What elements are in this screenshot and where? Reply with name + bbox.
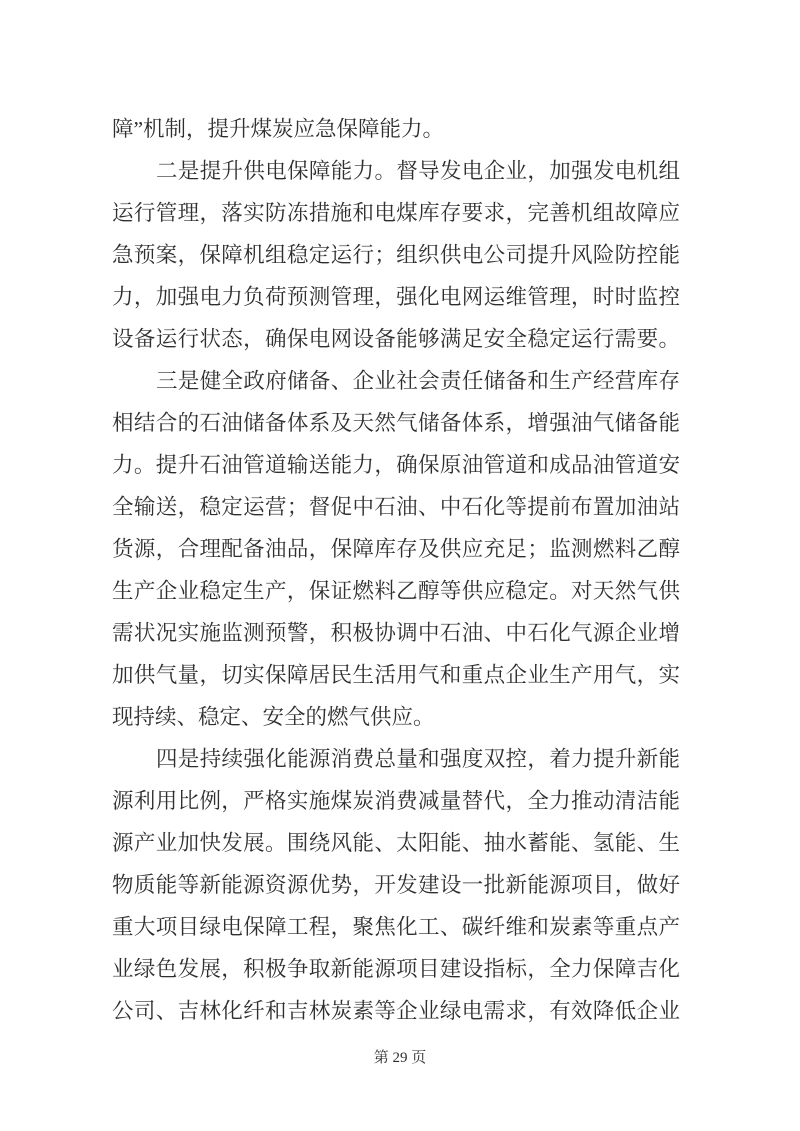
text-line: 三是健全政府储备、企业社会责任储备和生产经营库存 [156,369,680,393]
text-line: 业绿色发展，积极争取新能源项目建设指标，全力保障吉化 [112,957,680,981]
text-line: 需状况实施监测预警，积极协调中石油、中石化气源企业增 [112,621,680,645]
text-line: 货源，合理配备油品，保障库存及供应充足；监测燃料乙醇 [112,537,680,561]
text-line: 现持续、稳定、安全的燃气供应。 [112,705,435,729]
text-line: 障”机制，提升煤炭应急保障能力。 [112,117,445,141]
text-line: 相结合的石油储备体系及天然气储备体系，增强油气储备能 [112,411,680,435]
text-line: 全输送，稳定运营；督促中石油、中石化等提前布置加油站 [112,495,680,519]
text-line: 四是持续强化能源消费总量和强度双控，着力提升新能 [156,747,680,771]
text-line: 急预案，保障机组稳定运行；组织供电公司提升风险防控能 [112,243,680,267]
text-line: 物质能等新能源资源优势，开发建设一批新能源项目，做好 [112,873,680,897]
text-line: 二是提升供电保障能力。督导发电企业，加强发电机组 [156,159,680,183]
text-line: 源产业加快发展。围绕风能、太阳能、抽水蓄能、氢能、生 [112,831,680,855]
text-line: 加供气量，切实保障居民生活用气和重点企业生产用气，实 [112,663,680,687]
text-line: 重大项目绿电保障工程，聚焦化工、碳纤维和炭素等重点产 [112,915,680,939]
text-line: 运行管理，落实防冻措施和电煤库存要求，完善机组故障应 [112,201,680,225]
body-text [112,108,680,1032]
page-number: 第 29 页 [373,1050,427,1066]
text-line: 力，加强电力负荷预测管理，强化电网运维管理，时时监控 [112,285,680,309]
text-line: 设备运行状态，确保电网设备能够满足安全稳定运行需要。 [112,327,680,351]
page-footer [0,1046,800,1067]
text-line: 力。提升石油管道输送能力，确保原油管道和成品油管道安 [112,453,680,477]
text-line: 生产企业稳定生产，保证燃料乙醇等供应稳定。对天然气供 [112,579,680,603]
text-line: 源利用比例，严格实施煤炭消费减量替代，全力推动清洁能 [112,789,680,813]
text-line: 公司、吉林化纤和吉林炭素等企业绿电需求，有效降低企业 [112,999,680,1023]
